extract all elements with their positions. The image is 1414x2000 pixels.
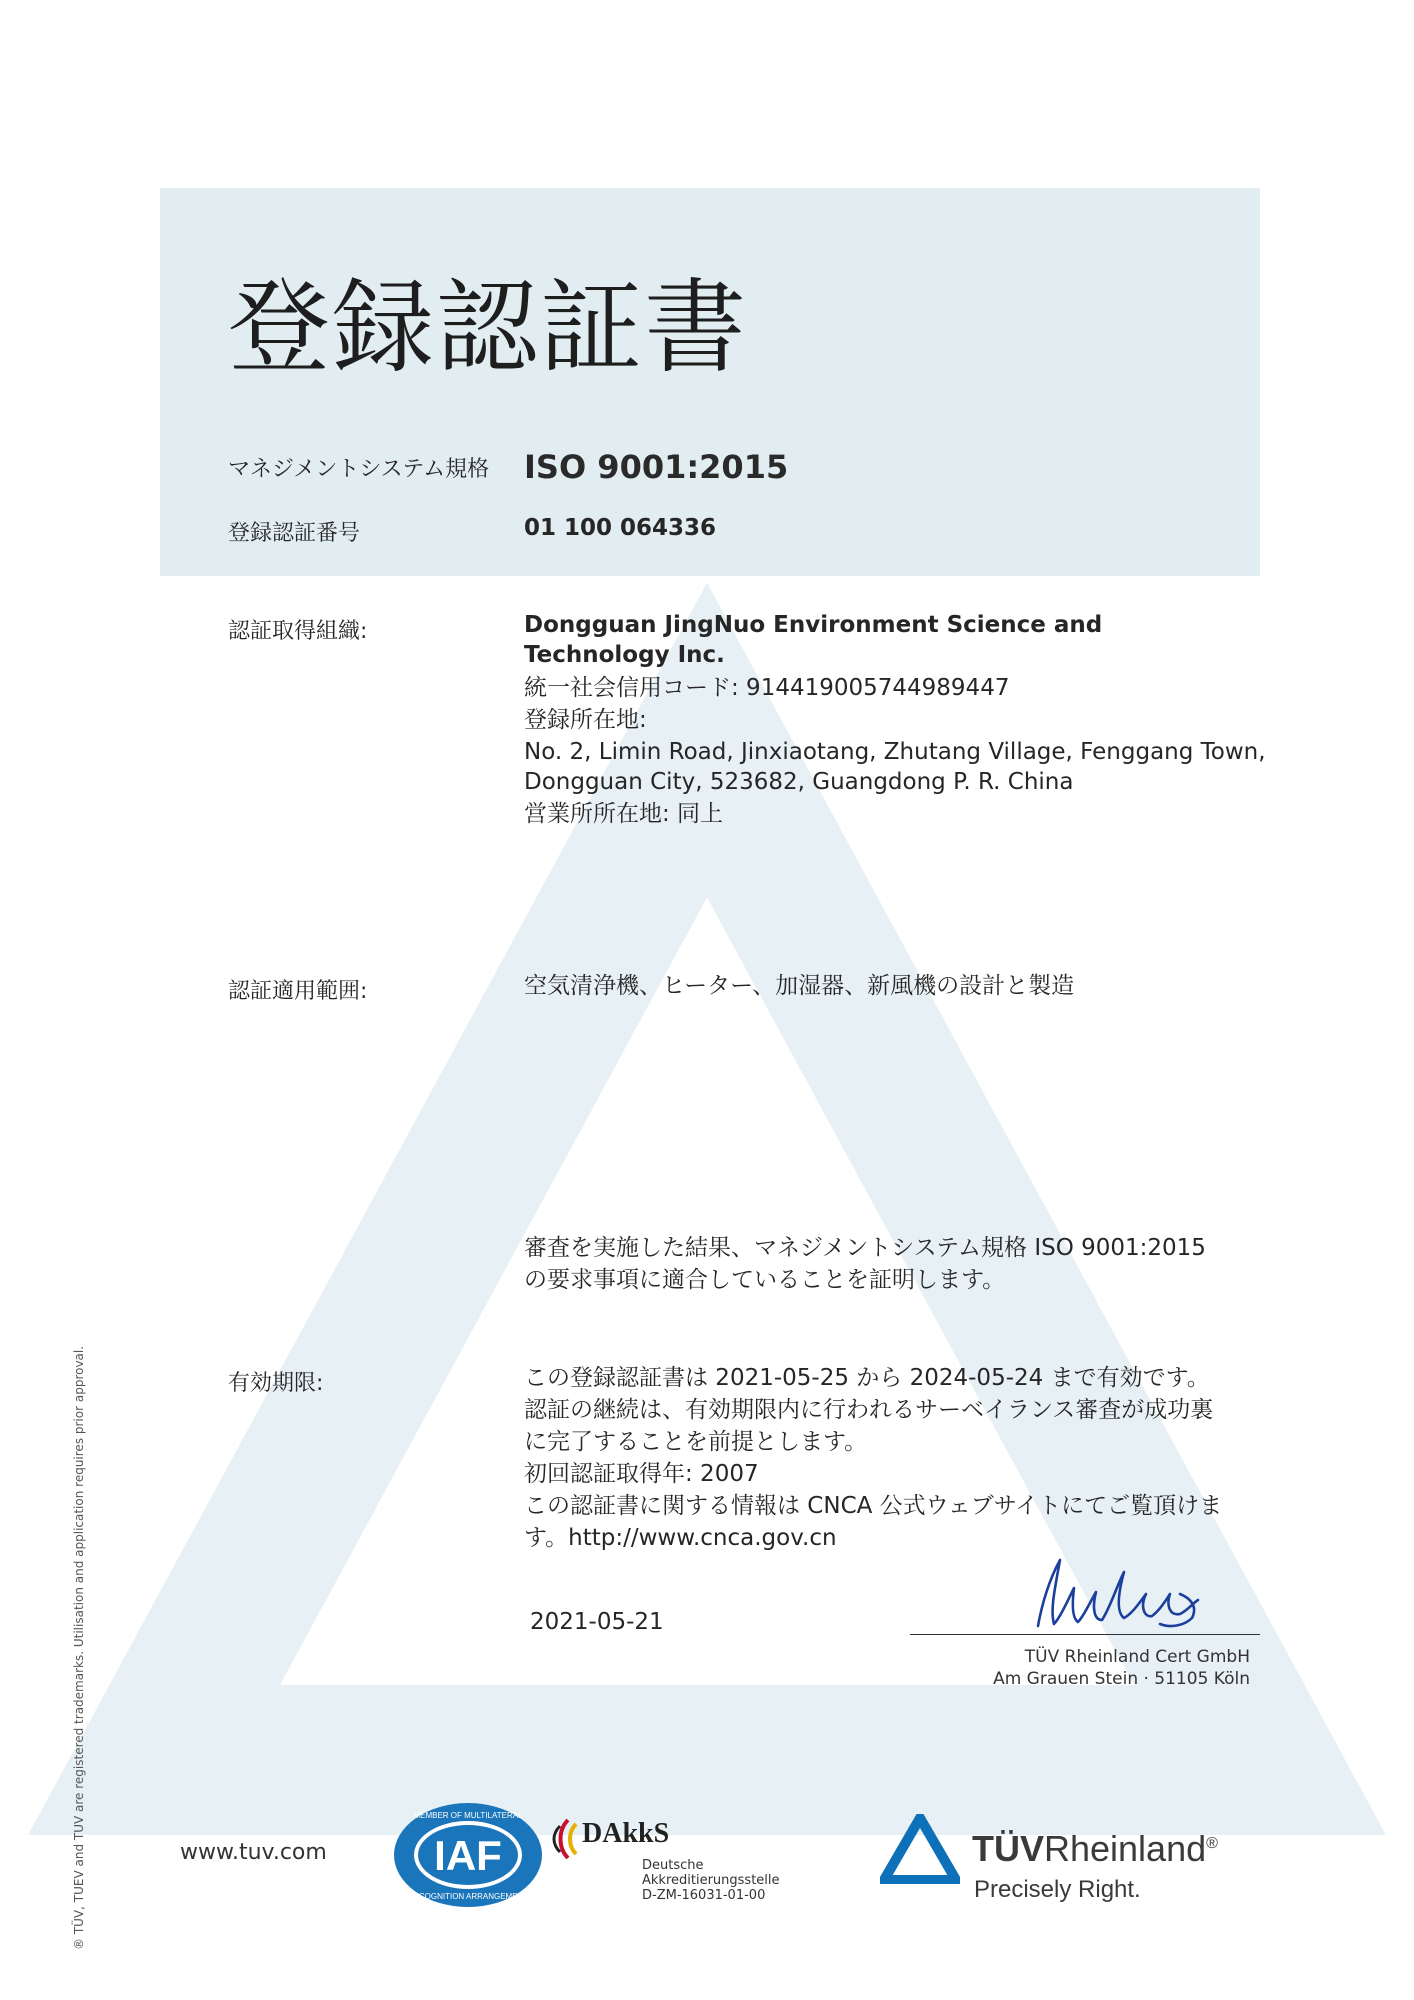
validity-line-2: 認証の継続は、有効期限内に行われるサーベイランス審査が成功裏 (524, 1397, 1214, 1423)
validity-line-5: この認証書に関する情報は CNCA 公式ウェブサイトにてご覧頂けま (524, 1493, 1223, 1519)
validity-label: 有効期限: (228, 1371, 324, 1396)
registration-label: 登録認証番号 (228, 521, 361, 546)
dakks-line-3: D-ZM-16031-01-00 (642, 1888, 766, 1903)
trademark-note: ® TÜV, TUEV and TUV are registered trademarks. Utilisation and application requires prior approval. (72, 1345, 86, 1950)
initial-certification-year: 初回認証取得年: 2007 (524, 1461, 759, 1487)
standard-label: マネジメントシステム規格 (228, 457, 490, 482)
statement-line-2: の要求事項に適合していることを証明します。 (524, 1267, 1006, 1293)
tuv-triangle-icon (880, 1814, 960, 1884)
iaf-logo (392, 1800, 544, 1910)
issuer-name: TÜV Rheinland Cert GmbH (1024, 1647, 1250, 1667)
validity-line-1: この登録認証書は 2021-05-25 から 2024-05-24 まで有効です。 (524, 1365, 1210, 1391)
certificate-title: 登録認証書 (228, 269, 748, 388)
address-line-1: No. 2, Limin Road, Jinxiaotang, Zhutang Village, Fenggang Town, (524, 739, 1266, 765)
registered-address-label: 登録所在地: (524, 707, 647, 733)
organization-name: Dongguan JingNuo Environment Science and Technology Inc. (524, 612, 1103, 668)
tuv-brand: TÜVRheinland® (972, 1828, 1218, 1869)
scope-value: 空気清浄機、ヒーター、加湿器、新風機の設計と製造 (524, 973, 1075, 999)
scope-label: 認証適用範囲: (228, 979, 368, 1004)
tuv-rheinland-logo (880, 1808, 1260, 1908)
registration-number: 01 100 064336 (524, 515, 717, 541)
dakks-line-2: Akkreditierungsstelle (642, 1873, 780, 1888)
signature-line (910, 1634, 1260, 1635)
tuv-brand-tuv: TÜV (972, 1828, 1044, 1869)
dakks-line-1: Deutsche (642, 1858, 704, 1873)
statement-line-1: 審査を実施した結果、マネジメントシステム規格 ISO 9001:2015 (524, 1235, 1206, 1261)
business-address: 営業所所在地: 同上 (524, 801, 724, 827)
tuv-tagline: Precisely Right. (974, 1876, 1141, 1903)
organization-label: 認証取得組織: (228, 619, 368, 644)
standard-value: ISO 9001:2015 (524, 448, 789, 486)
validity-line-3: に完了することを前提とします。 (524, 1429, 868, 1455)
iaf-text: IAF (434, 1832, 502, 1879)
signature (1020, 1548, 1220, 1638)
iaf-ring-bottom: RECOGNITION ARRANGEMENT (407, 1892, 529, 1901)
issue-date: 2021-05-21 (530, 1609, 664, 1635)
dakks-arc-icon (552, 1816, 586, 1862)
tuv-brand-rheinland: Rheinland (1044, 1828, 1207, 1869)
address-line-2: Dongguan City, 523682, Guangdong P. R. China (524, 769, 1074, 795)
validity-line-6: す。http://www.cnca.gov.cn (524, 1525, 837, 1551)
iaf-ring-top: MEMBER OF MULTILATERAL (413, 1811, 523, 1820)
website-link[interactable]: www.tuv.com (180, 1840, 327, 1865)
credit-code: 統一社会信用コード: 914419005744989447 (524, 675, 1010, 701)
issuer-address: Am Grauen Stein · 51105 Köln (993, 1669, 1250, 1689)
dakks-title: DAkkS (582, 1818, 670, 1849)
